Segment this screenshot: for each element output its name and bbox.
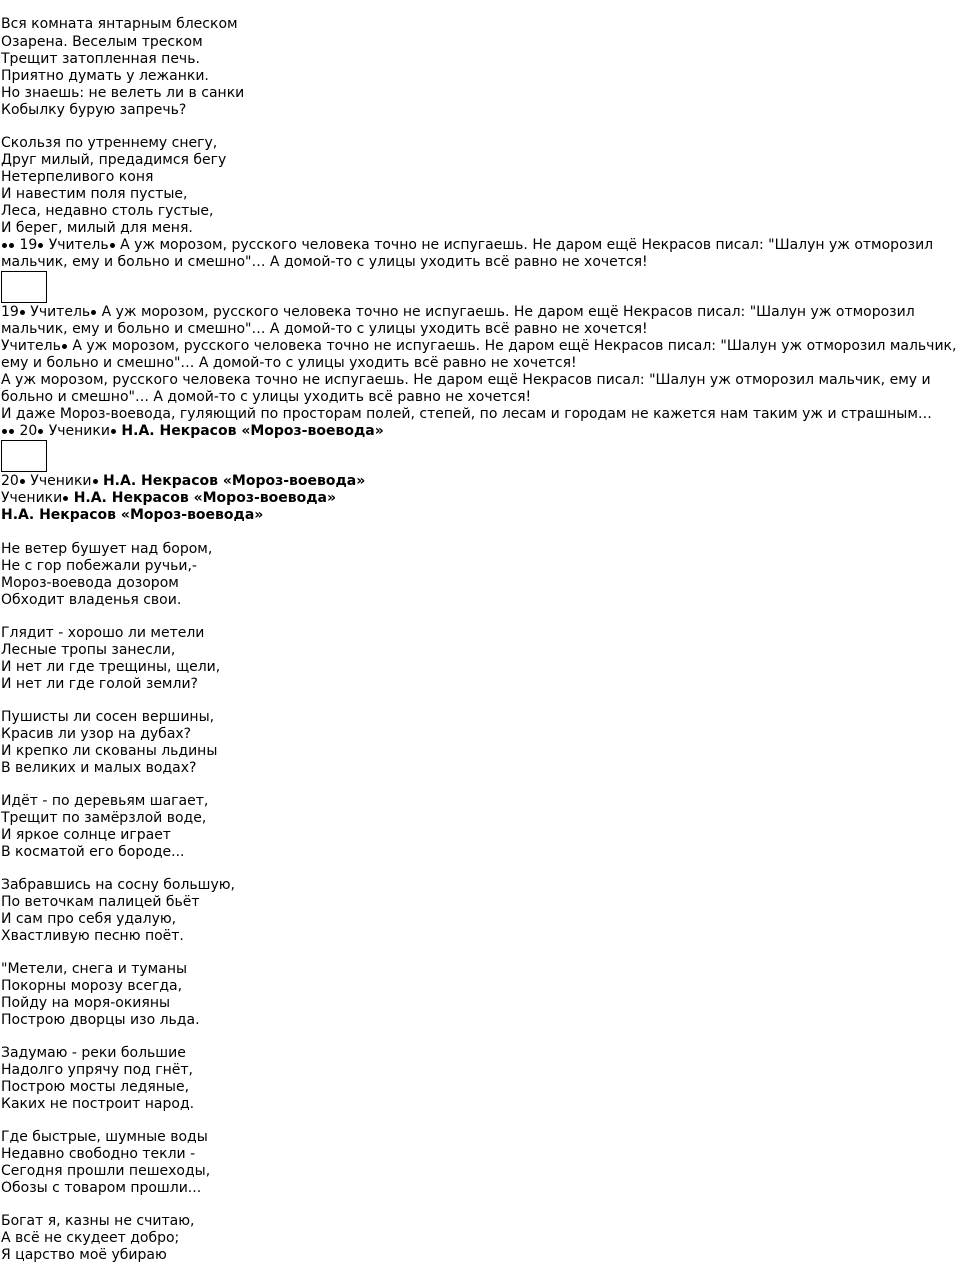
poem-line: Красив ли узор на дубах? [1, 726, 192, 742]
poem-line: А всё не скудеет добро; [1, 1230, 180, 1246]
poem-line: Не с гор побежали ручьи,- [1, 558, 197, 574]
poem-line: Мороз-воевода дозором [1, 575, 179, 591]
poem-line: В великих и малых водах? [1, 760, 197, 776]
slide-20-header [1, 473, 365, 490]
poem-line: Друг милый, предадимся бегу [1, 152, 227, 168]
poem-line: И нет ли где трещины, щели, [1, 659, 221, 675]
poem-line: Построю мосты ледяные, [1, 1079, 190, 1095]
poem-line: И крепко ли скованы льдины [1, 743, 218, 759]
poem-line: И сам про себя удалую, [1, 911, 177, 927]
speaker-label: Ученики [1, 490, 63, 506]
poem-line: Глядит - хорошо ли метели [1, 625, 205, 641]
speaker-label: Учитель [48, 237, 109, 253]
poem-line: Пушисты ли сосен вершины, [1, 709, 215, 725]
poem-line: Богат я, казны не считаю, [1, 1213, 195, 1229]
slide-text: А уж морозом, русского человека точно не испугаешь. Не даром ещё Некрасов писал: "Шалун уж отморозил [120, 237, 934, 253]
poem-line: И берег, милый для меня. [1, 220, 193, 236]
slide-19-header [1, 237, 933, 254]
slide-number: 20 [19, 423, 38, 439]
slide-thumbnail-placeholder [1, 440, 47, 472]
poem-line: Забравшись на сосну большую, [1, 877, 235, 893]
slide-text: А уж морозом, русского человека точно не испугаешь. Не даром ещё Некрасов писал: "Шалун уж отморозил [101, 304, 915, 320]
poem-line: Леса, недавно столь густые, [1, 203, 214, 219]
slide-20-header [1, 423, 384, 440]
bullet-icon [91, 310, 96, 315]
slide-title: Н.А. Некрасов «Мороз-воевода» [73, 490, 337, 506]
speaker-label: Учитель [1, 338, 61, 354]
poem-line: Озарена. Веселым треском [1, 34, 203, 50]
poem-line: Надолго упрячу под гнёт, [1, 1062, 194, 1078]
poem-line: Пойду на моря-окияны [1, 995, 171, 1011]
poem-line: "Метели, снега и туманы [1, 961, 188, 977]
poem-line: Построю дворцы изо льда. [1, 1012, 200, 1028]
slide-text: больно и смешно"… А домой-то с улицы уходить всё равно не хочется! [1, 389, 532, 405]
poem-line: И навестим поля пустые, [1, 186, 188, 202]
poem-line: Трещит по замёрзлой воде, [1, 810, 207, 826]
bullet-icon [110, 243, 115, 248]
bullet-icon [20, 310, 25, 315]
slide-number: 19 [19, 237, 38, 253]
poem-line: Каких не построит народ. [1, 1096, 195, 1112]
poem-line: И нет ли где голой земли? [1, 676, 198, 692]
poem-line: Задумаю - реки большие [1, 1045, 186, 1061]
poem-line: Лесные тропы занесли, [1, 642, 176, 658]
bullet-icon [63, 496, 68, 501]
slide-thumbnail-placeholder [1, 271, 47, 303]
poem-line: Нетерпеливого коня [1, 169, 154, 185]
poem-line: Обходит владенья свои. [1, 592, 182, 608]
poem-line: Недавно свободно текли - [1, 1146, 196, 1162]
poem-line: И яркое солнце играет [1, 827, 171, 843]
slide-text: ему и больно и смешно"… А домой-то с улицы уходить всё равно не хочется! [1, 355, 577, 371]
poem-line: Где быстрые, шумные воды [1, 1129, 208, 1145]
poem-line: Скользя по утреннему снегу, [1, 135, 218, 151]
slide-title: Н.А. Некрасов «Мороз-воевода» [102, 473, 366, 489]
slide-number: 20 [1, 473, 19, 489]
bullet-icon [9, 243, 14, 248]
poem-line: Хвастливую песню поёт. [1, 928, 184, 944]
poem-line: Сегодня прошли пешеходы, [1, 1163, 211, 1179]
bullet-icon [38, 429, 43, 434]
speaker-label: Ученики [30, 473, 92, 489]
poem-line: По веточкам палицей бьёт [1, 894, 200, 910]
speaker-label: Ученики [48, 423, 110, 439]
poem-title: Н.А. Некрасов «Мороз-воевода» [1, 507, 264, 523]
slide-text-line [1, 338, 956, 355]
poem-line: Не ветер бушует над бором, [1, 541, 213, 557]
poem-line: Обозы с товаром прошли... [1, 1180, 202, 1196]
bullet-icon [93, 479, 98, 484]
slide-text: мальчик, ему и больно и смешно"… А домой-то с улицы уходить всё равно не хочется! [1, 321, 648, 337]
slide-20-header [1, 490, 336, 507]
poem-line: Покорны морозу всегда, [1, 978, 183, 994]
bullet-icon [2, 243, 7, 248]
slide-text: А уж морозом, русского человека точно не испугаешь. Не даром ещё Некрасов писал: "Шалун уж отморозил мальчик, ему и [1, 372, 931, 388]
poem-line: Вся комната янтарным блеском [1, 16, 238, 32]
bullet-icon [38, 243, 43, 248]
bullet-icon [2, 429, 7, 434]
slide-text: И даже Мороз-воевода, гуляющий по просторам полей, степей, по лесам и городам не кажется нам таким уж и страшным… [1, 406, 932, 422]
poem-line: Трещит затопленная печь. [1, 51, 200, 67]
poem-line: Кобылку бурую запречь? [1, 102, 187, 118]
slide-text: мальчик, ему и больно и смешно"… А домой-то с улицы уходить всё равно не хочется! [1, 254, 648, 270]
speaker-label: Учитель [30, 304, 91, 320]
poem-line: Я царство моё убираю [1, 1247, 167, 1263]
poem-line: В косматой его бороде... [1, 844, 185, 860]
bullet-icon [9, 429, 14, 434]
slide-19-header [1, 304, 915, 321]
bullet-icon [111, 429, 116, 434]
poem-line: Приятно думать у лежанки. [1, 68, 209, 84]
slide-text: А уж морозом, русского человека точно не испугаешь. Не даром ещё Некрасов писал: "Шалун уж отморозил мальчик, [72, 338, 956, 354]
poem-line: Идёт - по деревьям шагает, [1, 793, 209, 809]
bullet-icon [62, 344, 67, 349]
slide-title: Н.А. Некрасов «Мороз-воевода» [121, 423, 384, 439]
slide-number: 19 [1, 304, 19, 320]
poem-line: Но знаешь: не велеть ли в санки [1, 85, 245, 101]
bullet-icon [20, 479, 25, 484]
